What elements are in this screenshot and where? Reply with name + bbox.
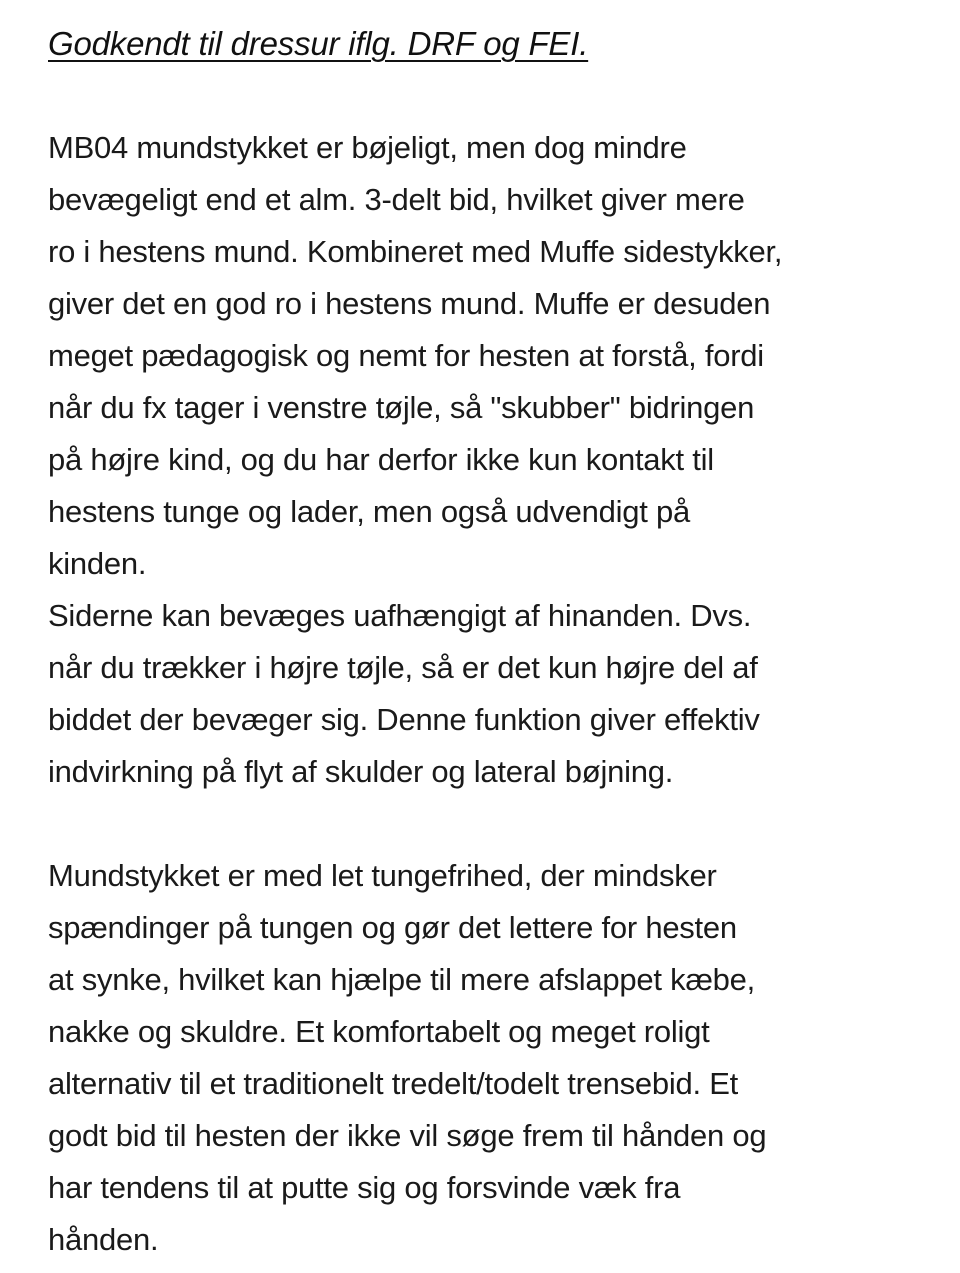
- text-line: MB04 mundstykket er bøjeligt, men dog mindre: [48, 130, 687, 165]
- text-line: bevægeligt end et alm. 3-delt bid, hvilket giver mere: [48, 182, 745, 217]
- text-line: hestens tunge og lader, men også udvendigt på: [48, 494, 690, 529]
- text-line: når du fx tager i venstre tøjle, så "skubber" bidringen: [48, 390, 755, 425]
- document-content: [48, 0, 924, 1266]
- text-line: meget pædagogisk og nemt for hesten at forstå, fordi: [48, 338, 764, 373]
- text-line: indvirkning på flyt af skulder og lateral bøjning.: [48, 754, 674, 789]
- text-line: alternativ til et traditionelt tredelt/todelt trensebid. Et: [48, 1066, 739, 1101]
- text-line: spændinger på tungen og gør det lettere for hesten: [48, 910, 737, 945]
- text-line: kinden.: [48, 546, 147, 581]
- text-line: på højre kind, og du har derfor ikke kun kontakt til: [48, 442, 714, 477]
- text-line: biddet der bevæger sig. Denne funktion giver effektiv: [48, 702, 760, 737]
- text-line: giver det en god ro i hestens mund. Muffe er desuden: [48, 286, 771, 321]
- paragraph-spacer: [48, 798, 924, 850]
- text-line: har tendens til at putte sig og forsvinde væk fra: [48, 1170, 681, 1205]
- heading-body-spacer: [48, 70, 924, 122]
- text-line: godt bid til hesten der ikke vil søge frem til hånden og: [48, 1118, 767, 1153]
- paragraph-2: [48, 850, 924, 1266]
- page-title: Godkendt til dressur iflg. DRF og FEI.: [48, 25, 589, 62]
- text-line: Mundstykket er med let tungefrihed, der mindsker: [48, 858, 717, 893]
- text-line: ro i hestens mund. Kombineret med Muffe sidestykker,: [48, 234, 783, 269]
- paragraph-1: [48, 122, 924, 798]
- text-line: hånden.: [48, 1222, 159, 1257]
- text-line: nakke og skuldre. Et komfortabelt og meget roligt: [48, 1014, 710, 1049]
- text-line: at synke, hvilket kan hjælpe til mere afslappet kæbe,: [48, 962, 756, 997]
- text-line: når du trækker i højre tøjle, så er det kun højre del af: [48, 650, 758, 685]
- text-line: Siderne kan bevæges uafhængigt af hinanden. Dvs.: [48, 598, 752, 633]
